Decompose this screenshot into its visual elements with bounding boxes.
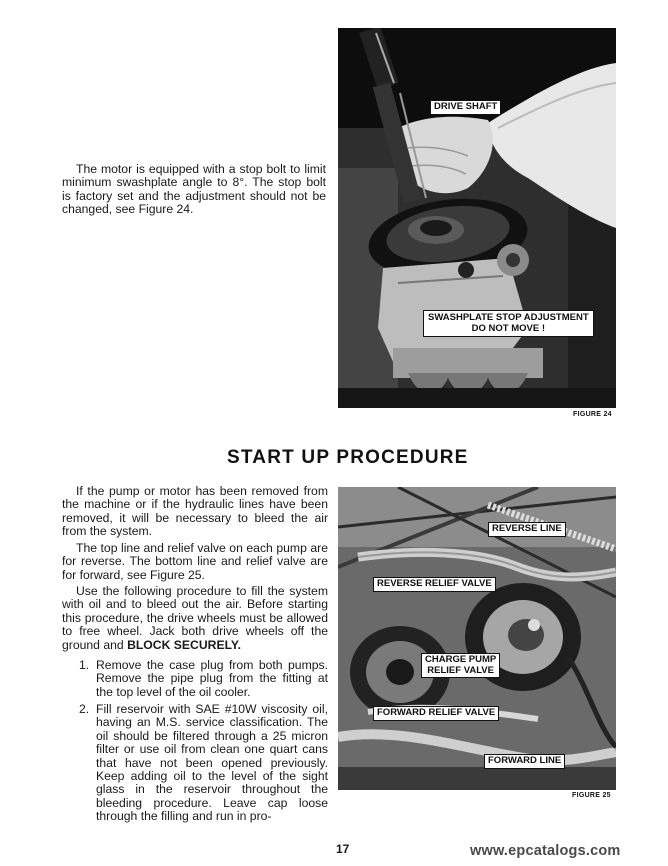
- body-paragraph-1: [62, 485, 328, 539]
- step-1-text: Remove the case plug from both pumps. Remove the pipe plug from the fitting at the top level of the oil cooler.: [96, 658, 328, 699]
- reverse-relief-valve-callout: [373, 577, 496, 592]
- block-securely-emphasis: BLOCK SECURELY.: [127, 637, 242, 652]
- reverse-relief-valve-label: REVERSE RELIEF VALVE: [377, 578, 492, 589]
- intro-paragraph: [62, 163, 326, 217]
- figure-24-label: FIGURE 24: [573, 411, 612, 418]
- step-1-number: 1.: [79, 658, 90, 672]
- swashplate-callout: [423, 310, 594, 337]
- charge-pump-relief-callout: [421, 653, 500, 678]
- page-number: 17: [336, 842, 350, 856]
- swashplate-label-line1: SWASHPLATE STOP ADJUSTMENT: [428, 312, 589, 323]
- body-paragraph-2: [62, 542, 328, 582]
- figure-25-illustration: [338, 487, 616, 790]
- reverse-line-label: REVERSE LINE: [492, 523, 562, 534]
- swashplate-label-line2: DO NOT MOVE !: [471, 322, 545, 334]
- forward-relief-valve-callout: [373, 706, 499, 721]
- step-2-text: Fill reservoir with SAE #10W viscosity oil, having an M.S. service classification. The oil should be filtered through a 25 micron filter or use oil from clean one quart cans that have not been opened previously. Keep adding oil to the level of the sight glass in the reservoir throughout the bleeding procedure. Leave cap loose through the filling and run in pro-: [96, 702, 328, 824]
- forward-line-callout: [484, 754, 565, 769]
- figure-24-illustration: [338, 28, 616, 408]
- body-paragraph-1-text: If the pump or motor has been removed from the machine or if the hydraulic lines have been removed, it will be necessary to bleed the air from the system.: [62, 484, 328, 539]
- body-paragraph-3: [62, 585, 328, 652]
- reverse-line-callout: [488, 522, 566, 537]
- figure-25-photo: [338, 487, 616, 790]
- step-2-number: 2.: [79, 702, 90, 716]
- drive-shaft-label: DRIVE SHAFT: [434, 101, 498, 112]
- figure-25-label: FIGURE 25: [572, 792, 611, 799]
- intro-text: The motor is equipped with a stop bolt to limit minimum swashplate angle to 8°. The stop bolt is factory set and the adjustment should not be changed, see Figure 24.: [62, 162, 326, 217]
- body-paragraph-2-text: The top line and relief valve on each pump are for reverse. The bottom line and relief valve are for forward, see Figure 25.: [62, 541, 328, 582]
- body-paragraph-3-text: Use the following procedure to fill the system with oil and to bleed out the air. Before starting this procedure, the drive wheels must be allowed to free wheel. Jack both drive wheels off the ground and: [62, 584, 328, 652]
- drive-shaft-callout: [430, 100, 501, 115]
- charge-pump-label-line1: CHARGE PUMP: [425, 654, 497, 665]
- section-title: START UP PROCEDURE: [227, 447, 469, 468]
- figure-24-photo: [338, 28, 616, 408]
- forward-line-label: FORWARD LINE: [488, 755, 562, 766]
- forward-relief-valve-label: FORWARD RELIEF VALVE: [377, 707, 496, 718]
- charge-pump-label-line2: RELIEF VALVE: [427, 664, 494, 676]
- watermark-text: www.epcatalogs.com: [470, 843, 621, 859]
